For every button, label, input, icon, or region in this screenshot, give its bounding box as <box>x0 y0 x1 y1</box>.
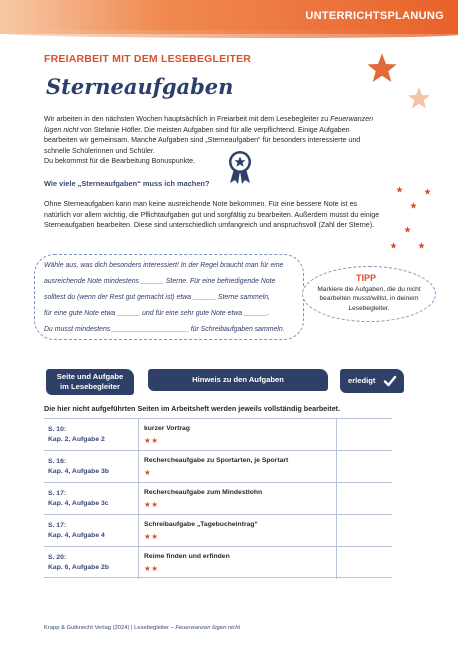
fill-in-line[interactable]: Du musst mindestens ____________________ für Schreibaufgaben sammeln. <box>44 326 285 333</box>
table-note: Die hier nicht aufgeführten Seiten im Arbeitsheft werden jeweils vollständig bearbeitet. <box>44 404 341 413</box>
banner-brush-edge <box>0 30 458 38</box>
star-icon <box>396 186 403 193</box>
fill-in-line[interactable]: ausreichende Note mindestens ______ Sterne. Für eine befriedigende Note <box>44 278 276 285</box>
column-divider <box>138 483 139 515</box>
intro-text-2: von Stefanie Höfler. Die meisten Aufgaben sind für alle verpflichtend. Einige Aufgaben bearbeiten wir gemeinsam. Manche Aufgaben sind „Sterneaufgaben“ für besonders interessierte und schnelle Schülerinnen und Schüler. <box>44 125 361 155</box>
row-task-ref: Kap. 4, Aufgabe 4 <box>48 531 105 539</box>
row-stars: ★★ <box>144 436 159 445</box>
row-page-number: S. 16: <box>48 458 67 465</box>
question-heading: Wie viele „Sterneaufgaben“ muss ich machen? <box>44 179 210 188</box>
column-divider <box>336 547 337 579</box>
section-label: FREIARBEIT MIT DEM LESEBEGLEITER <box>44 53 252 65</box>
page-footer <box>44 625 240 631</box>
award-badge-icon <box>225 149 255 185</box>
row-hint: Rechercheaufgabe zum Mindestlohn <box>144 489 263 496</box>
table-row <box>44 418 392 450</box>
page-title: Sterneaufgaben <box>46 74 234 99</box>
fill-in-line[interactable]: für eine gute Note etwa ______ und für eine sehr gute Note etwa ______. <box>44 310 269 317</box>
intro-paragraph <box>44 114 384 167</box>
table-row <box>44 482 392 514</box>
row-page-number: S. 20: <box>48 554 67 561</box>
footer-series: Lesebegleiter – <box>134 625 176 631</box>
row-hint: kurzer Vortrag <box>144 425 190 432</box>
intro-text-3: Du bekommst für die Bearbeitung Bonuspunkte. <box>44 157 196 166</box>
row-stars: ★★ <box>144 532 159 541</box>
fill-in-line: Wähle aus, was dich besonders interessiert! In der Regel braucht man für eine <box>44 262 284 269</box>
tip-text: Markiere die Aufgaben, die du nicht bearbeiten musst/willst, in deinem Lesebegleiter. <box>317 286 421 312</box>
column-divider <box>138 451 139 483</box>
star-icon <box>410 202 417 209</box>
table-header-hint: Hinweis zu den Aufgaben <box>148 369 328 391</box>
row-page-number: S. 17: <box>48 490 67 497</box>
row-task-ref: Kap. 6, Aufgabe 2b <box>48 563 109 571</box>
table-header-page <box>46 369 134 395</box>
explanation-paragraph: Ohne Sterneaufgaben kann man keine ausreichende Note bekommen. Für eine bessere Note ist es natürlich vor allem wichtig, die Pflichtaufgaben gut und sorgfältig zu bearbeiten. Außerdem musst du einige Sterneaufgaben bearbeiten. Diese sind unterschiedlich umfangreich und anspruchsvoll (Zahl der Sterne). <box>44 200 380 230</box>
column-divider <box>138 515 139 547</box>
column-divider <box>336 515 337 547</box>
table-row <box>44 514 392 546</box>
column-divider <box>336 451 337 483</box>
tip-title: TIPP <box>356 273 377 283</box>
check-icon <box>383 374 397 388</box>
star-icon <box>424 188 431 195</box>
row-hint: Reime finden und erfinden <box>144 553 230 560</box>
star-icon <box>404 226 411 233</box>
table-header-done: erledigt <box>340 369 404 393</box>
row-task-ref: Kap. 4, Aufgabe 3b <box>48 467 109 475</box>
table-row <box>44 546 392 578</box>
row-task-ref: Kap. 2, Aufgabe 2 <box>48 435 105 443</box>
row-stars: ★★ <box>144 500 159 509</box>
star-icon <box>418 242 425 249</box>
row-page <box>48 457 109 476</box>
star-icon <box>366 52 398 84</box>
column-divider <box>336 419 337 451</box>
row-task-ref: Kap. 4, Aufgabe 3c <box>48 499 109 507</box>
row-page-number: S. 17: <box>48 522 67 529</box>
intro-book-title: Feuerwanzen lügen nicht <box>44 115 374 134</box>
footer-publisher: Krapp & Gutknecht Verlag (2024) | <box>44 625 135 631</box>
column-divider <box>138 547 139 579</box>
row-stars: ★★ <box>144 564 159 573</box>
banner-label: UNTERRICHTSPLANUNG <box>305 10 444 22</box>
star-icon <box>390 242 397 249</box>
row-page <box>48 489 109 508</box>
row-page <box>48 521 105 540</box>
table-header-page-line2: im Lesebegleiter <box>60 381 120 391</box>
table-row <box>44 450 392 482</box>
intro-text-1: Wir arbeiten in den nächsten Wochen hauptsächlich in Freiarbeit mit dem Lesebegleiter zu <box>44 115 331 123</box>
row-hint: Schreibaufgabe „Tagebucheintrag“ <box>144 521 258 528</box>
top-banner <box>0 0 458 34</box>
column-divider <box>336 483 337 515</box>
row-page <box>48 425 105 444</box>
row-page-number: S. 10: <box>48 426 67 433</box>
row-page <box>48 553 109 572</box>
row-stars: ★ <box>144 468 152 477</box>
fill-in-line[interactable]: solltest du (wenn der Rest gut gemacht ist) etwa ______ Sterne sammeln, <box>44 294 270 301</box>
column-divider <box>138 419 139 451</box>
table-header-page-line1: Seite und Aufgabe <box>56 372 124 381</box>
star-icon <box>407 86 431 110</box>
row-hint: Rechercheaufgabe zu Sportarten, je Sportart <box>144 457 289 464</box>
footer-book-title: Feuerwanzen lügen nicht <box>175 625 241 631</box>
